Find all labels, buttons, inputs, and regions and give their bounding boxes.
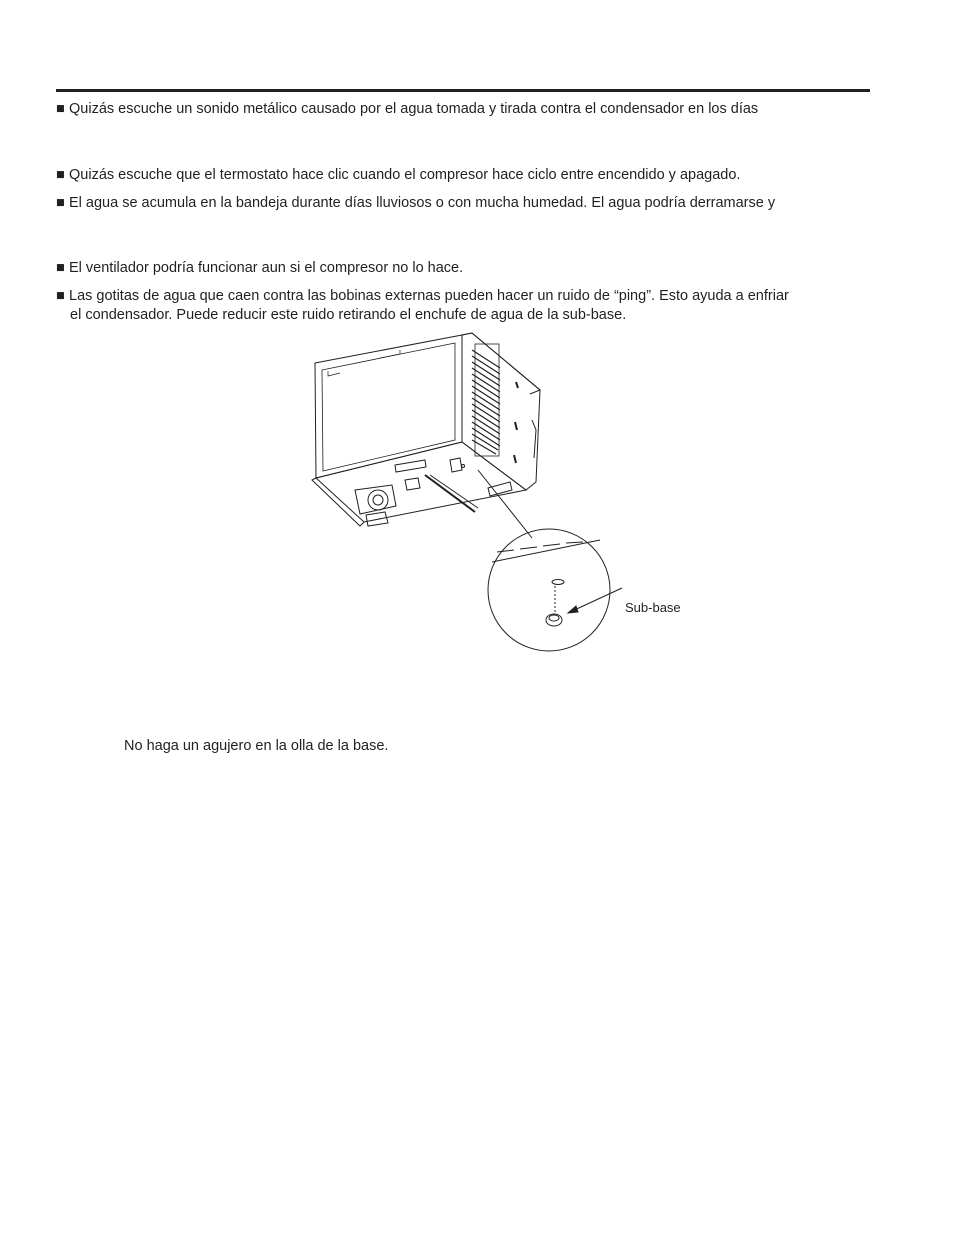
bullet-item: [56, 258, 463, 278]
sub-base-opening: [546, 614, 562, 626]
bullet-text: Las gotitas de agua que caen contra las bobinas externas pueden hacer un ruido de “ping”. Esto ayuda a enfriar: [69, 288, 789, 304]
bullet-text: El ventilador podría funcionar aun si el compresor no lo hace.: [69, 260, 464, 276]
note-text: No haga un agujero en la olla de la base.: [124, 738, 389, 754]
detail-leader-line: [478, 470, 532, 538]
bullet-text: Quizás escuche un sonido metálico causado por el agua tomada y tirada contra el condensador en los días: [69, 101, 759, 117]
detail-magnifier: [488, 529, 610, 651]
bullet-item: [56, 193, 775, 213]
bullet-marker: ■: [56, 195, 65, 211]
bullet-item: [56, 286, 789, 306]
bullet-item: [56, 165, 740, 185]
header-rule: [56, 89, 870, 92]
condenser-grille: [472, 350, 500, 454]
bullet-marker: ■: [56, 101, 65, 117]
bullet-text: Quizás escuche que el termostato hace clic cuando el compresor hace ciclo entre encendido y apagado.: [69, 167, 741, 183]
bullet-marker: ■: [56, 167, 65, 183]
bullet-marker: ■: [56, 288, 65, 304]
bullet-marker: ■: [56, 260, 65, 276]
bullet-item: [56, 99, 758, 119]
bullet-text-continuation: el condensador. Puede reducir este ruido retirando el enchufe de agua de la sub-base.: [70, 307, 627, 323]
unit-base-pan: [316, 442, 526, 522]
sub-base-label: Sub-base: [625, 600, 681, 615]
bullet-text: El agua se acumula en la bandeja durante días lluviosos o con mucha humedad. El agua podría derramarse y: [69, 195, 776, 211]
